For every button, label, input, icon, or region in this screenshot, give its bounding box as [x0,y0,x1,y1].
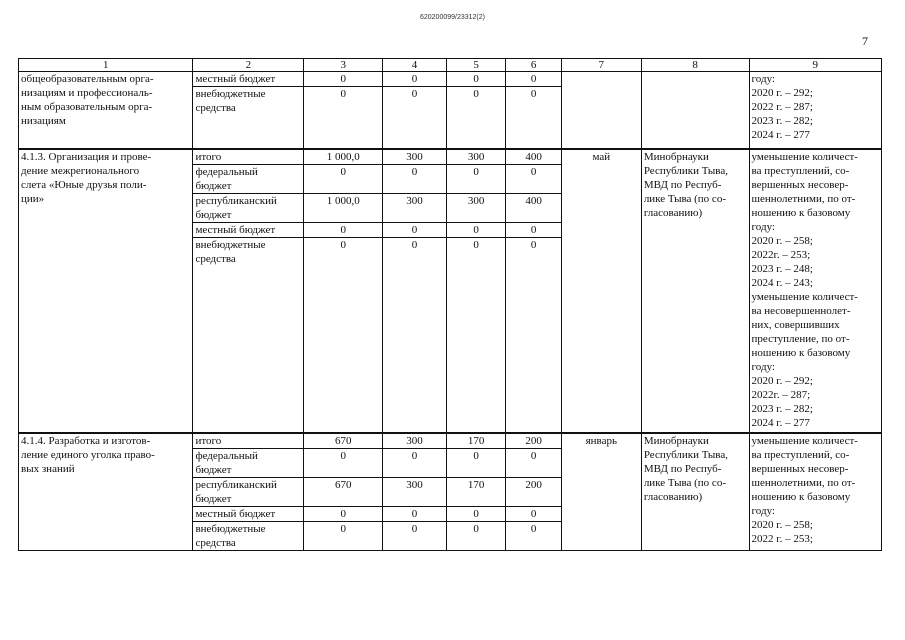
responsible-cell: Минобрнауки Республики Тыва, МВД по Респуб- лике Тыва (по со- гласованию) [641,149,749,434]
value-cell: 0 [446,522,506,551]
funding-source: местный бюджет [193,222,304,237]
value-cell: 0 [304,507,383,522]
value-cell: 1 000,0 [304,193,383,222]
funding-source: внебюджетные средства [193,522,304,551]
funding-source: местный бюджет [193,507,304,522]
value-cell: 1 000,0 [304,149,383,165]
value-cell: 0 [446,507,506,522]
value-cell: 0 [506,449,561,478]
activity-description: 4.1.4. Разработка и изготов- ление единого уголка право- вых знаний [19,433,193,551]
expected-result: уменьшение количест- ва преступлений, со- вершенных несовер- шеннолетними, по от- ношению к базовому году: 2020 г. – 258; 2022 г. – 253; [749,433,881,551]
value-cell: 300 [383,149,447,165]
funding-source: местный бюджет [193,72,304,87]
value-cell: 400 [506,149,561,165]
header-cell: 2 [193,59,304,72]
responsible-cell [641,72,749,149]
value-cell: 670 [304,433,383,449]
value-cell: 300 [383,433,447,449]
header-cell: 6 [506,59,561,72]
value-cell: 0 [446,87,506,149]
value-cell: 0 [383,507,447,522]
value-cell: 0 [383,522,447,551]
value-cell: 200 [506,433,561,449]
funding-source: федеральный бюджет [193,164,304,193]
header-cell: 8 [641,59,749,72]
header-cell: 1 [19,59,193,72]
value-cell: 0 [506,164,561,193]
value-cell: 0 [446,164,506,193]
value-cell: 170 [446,478,506,507]
header-cell: 3 [304,59,383,72]
value-cell: 300 [446,193,506,222]
value-cell: 670 [304,478,383,507]
value-cell: 0 [506,87,561,149]
value-cell: 0 [446,449,506,478]
value-cell: 0 [383,222,447,237]
value-cell: 0 [446,72,506,87]
value-cell: 0 [506,72,561,87]
value-cell: 300 [446,149,506,165]
expected-result: году: 2020 г. – 292; 2022 г. – 287; 2023 г. – 282; 2024 г. – 277 [749,72,881,149]
value-cell: 300 [383,478,447,507]
page-number: 7 [862,34,868,48]
program-table [18,58,882,551]
funding-source: итого [193,149,304,165]
table-row [19,433,882,449]
funding-source: внебюджетные средства [193,87,304,149]
value-cell: 0 [383,87,447,149]
value-cell: 0 [304,222,383,237]
value-cell: 0 [446,237,506,433]
value-cell: 0 [383,449,447,478]
value-cell: 0 [506,237,561,433]
header-cell: 9 [749,59,881,72]
funding-source: республиканский бюджет [193,193,304,222]
activity-description: общеобразовательным орга- низациям и профессиональ- ным образовательным орга- низациям [19,72,193,149]
term-cell [561,72,641,149]
term-cell: январь [561,433,641,551]
responsible-cell: Минобрнауки Республики Тыва, МВД по Респуб- лике Тыва (по со- гласованию) [641,433,749,551]
funding-source: республиканский бюджет [193,478,304,507]
funding-source: внебюджетные средства [193,237,304,433]
value-cell: 0 [304,522,383,551]
value-cell: 0 [304,87,383,149]
table-row [19,72,882,87]
funding-source: федеральный бюджет [193,449,304,478]
value-cell: 0 [304,237,383,433]
value-cell: 0 [506,522,561,551]
table-row [19,149,882,165]
value-cell: 400 [506,193,561,222]
document-id: 620200099/23312(2) [419,14,485,21]
value-cell: 0 [383,237,447,433]
value-cell: 0 [506,222,561,237]
activity-description: 4.1.3. Организация и прове- дение межрегионального слета «Юные друзья поли- ции» [19,149,193,434]
header-cell: 7 [561,59,641,72]
header-cell: 5 [446,59,506,72]
header-cell: 4 [383,59,447,72]
value-cell: 0 [304,72,383,87]
value-cell: 0 [506,507,561,522]
value-cell: 0 [304,449,383,478]
funding-source: итого [193,433,304,449]
value-cell: 0 [446,222,506,237]
value-cell: 170 [446,433,506,449]
value-cell: 0 [304,164,383,193]
value-cell: 0 [383,164,447,193]
term-cell: май [561,149,641,434]
value-cell: 0 [383,72,447,87]
value-cell: 300 [383,193,447,222]
expected-result: уменьшение количест- ва преступлений, со- вершенных несовер- шеннолетними, по от- ношению к базовому году: 2020 г. – 258; 2022г. – 253; 2023 г. – 248; 2024 г. – 243; уменьшение количест- ва несовершеннолет- них, совершивших преступление, по от- ношению к базовому году: 2020 г. – 292; 2022г. – 287; 2023 г. – 282; 2024 г. – 277 [749,149,881,434]
value-cell: 200 [506,478,561,507]
header-row [19,59,882,72]
